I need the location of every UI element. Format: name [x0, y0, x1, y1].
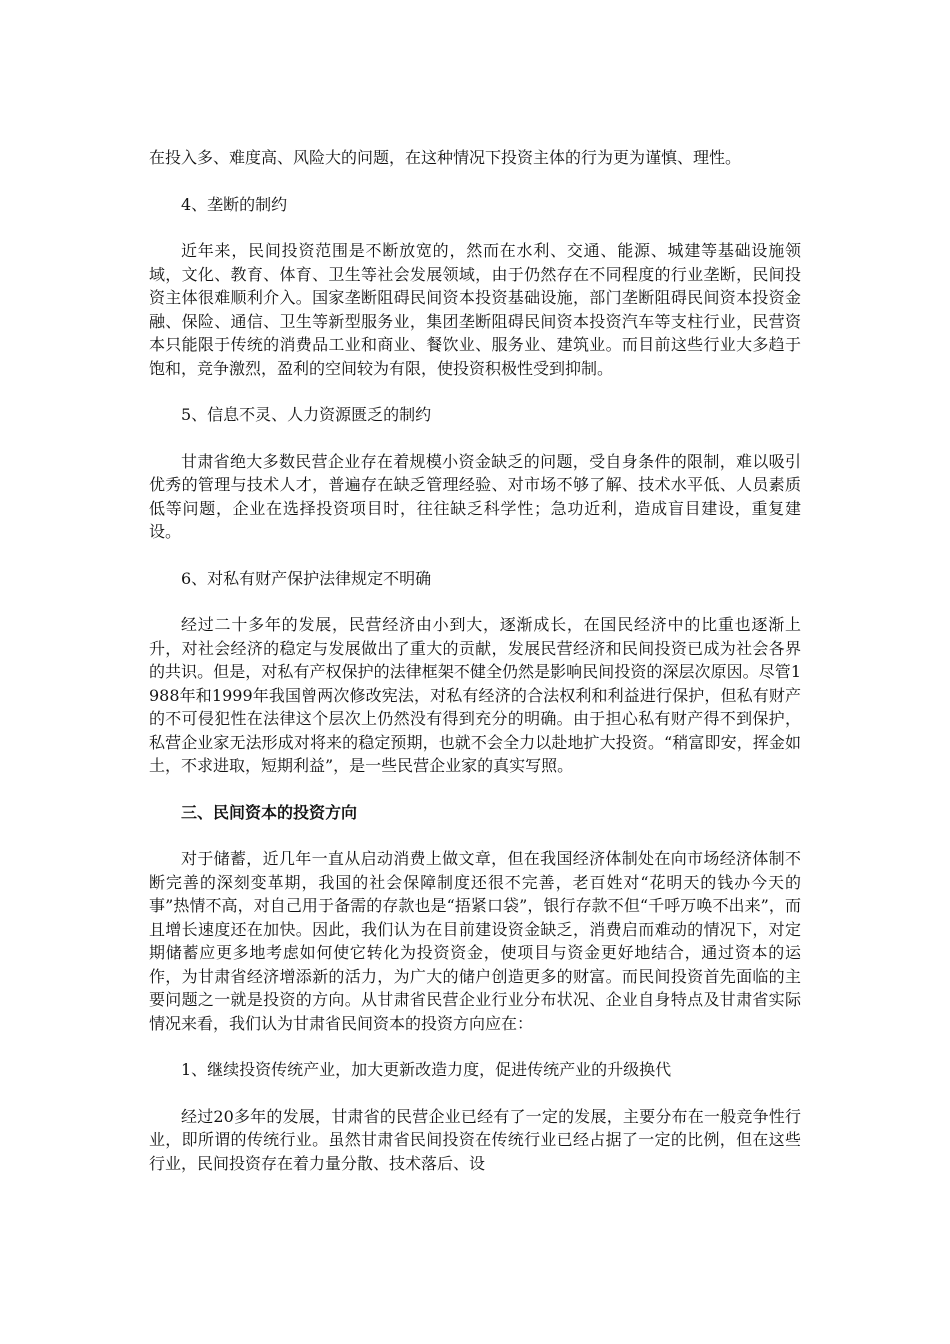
spacer: [149, 1035, 801, 1058]
spacer: [149, 427, 801, 450]
paragraph-property-law: 经过二十多年的发展，民营经济由小到大，逐渐成长，在国民经济中的比重也逐渐上升，对社会经济的稳定与发展做出了重大的贡献，发展民营经济和民间投资已成为社会各界的共识。但是，对私有产权保护的法律框架不健全仍然是影响民间投资的深层次原因。尽管1988年和1999年我国曾两次修改宪法，对私有经济的合法权利和利益进行保护，但私有财产的不可侵犯性在法律这个层次上仍然没有得到充分的明确。由于担心私有财产得不到保护，私营企业家无法形成对将来的稳定预期，也就不会全力以赴地扩大投资。“稍富即安，挥金如土，不求进取，短期利益”，是一些民营企业家的真实写照。: [149, 615, 801, 775]
section-heading-investment-direction: 三、民间资本的投资方向: [181, 802, 358, 822]
spacer: [149, 824, 801, 847]
spacer: [149, 590, 801, 613]
paragraph-traditional-industry: 经过20多年的发展，甘肃省的民营企业已经有了一定的发展，主要分布在一般竞争性行业，即所谓的传统行业。虽然甘肃省民间投资在传统行业已经占据了一定的比例，但在这些行业，民间投资存在着力量分散、技术落后、设: [149, 1106, 801, 1173]
subheading-monopoly: 4、垄断的制约: [181, 194, 288, 214]
document-page: [149, 146, 801, 1175]
subheading-information: 5、信息不灵、人力资源匮乏的制约: [181, 405, 432, 424]
subheading-property-law: 6、对私有财产保护法律规定不明确: [181, 568, 432, 588]
spacer: [149, 544, 801, 567]
spacer: [149, 216, 801, 239]
spacer: [149, 778, 801, 801]
paragraph-monopoly: 近年来，民间投资范围是不断放宽的，然而在水利、交通、能源、城建等基础设施领域，文化、教育、体育、卫生等社会发展领域，由于仍然存在不同程度的行业垄断，民间投资主体很难顺利介入。国家垄断阻碍民间资本投资基础设施，部门垄断阻碍民间资本投资金融、保险、通信、卫生等新型服务业，集团垄断阻碍民间资本投资汽车等支柱行业，民营资本只能限于传统的消费品工业和商业、餐饮业、服务业、建筑业。而目前这些行业大多趋于饱和，竞争激烈，盈利的空间较为有限，使投资积极性受到抑制。: [149, 241, 801, 378]
spacer: [149, 1082, 801, 1105]
subheading-traditional-industry: 1、继续投资传统产业，加大更新改造力度，促进传统产业的升级换代: [181, 1060, 672, 1079]
paragraph-continued: 在投入多、难度高、风险大的问题，在这种情况下投资主体的行为更为谨慎、理性。: [149, 148, 742, 167]
paragraph-savings: 对于储蓄，近几年一直从启动消费上做文章，但在我国经济体制处在向市场经济体制不断完善的深刻变革期，我国的社会保障制度还很不完善，老百姓对“花明天的钱办今天的事”热情不高，对自己用于备需的存款也是“捂紧口袋”，银行存款不但“千呼万唤不出来”，而且增长速度还在加快。因此，我们认为在目前建设资金缺乏，消费启而难动的情况下，对定期储蓄应更多地考虑如何使它转化为投资资金，使项目与资金更好地结合，通过资本的运作，为甘肃省经济增添新的活力，为广大的储户创造更多的财富。而民间投资首先面临的主要问题之一就是投资的方向。从甘肃省民营企业行业分布状况、企业自身特点及甘肃省实际情况来看，我们认为甘肃省民间资本的投资方向应在：: [149, 849, 801, 1033]
spacer: [149, 170, 801, 193]
paragraph-information: 甘肃省绝大多数民营企业存在着规模小资金缺乏的问题，受自身条件的限制，难以吸引优秀的管理与技术人才，普遍存在缺乏管理经验、对市场不够了解、技术水平低、人员素质低等问题，企业在选择投资项目时，往往缺乏科学性；急功近利，造成盲目建设，重复建设。: [149, 451, 801, 541]
spacer: [149, 380, 801, 403]
